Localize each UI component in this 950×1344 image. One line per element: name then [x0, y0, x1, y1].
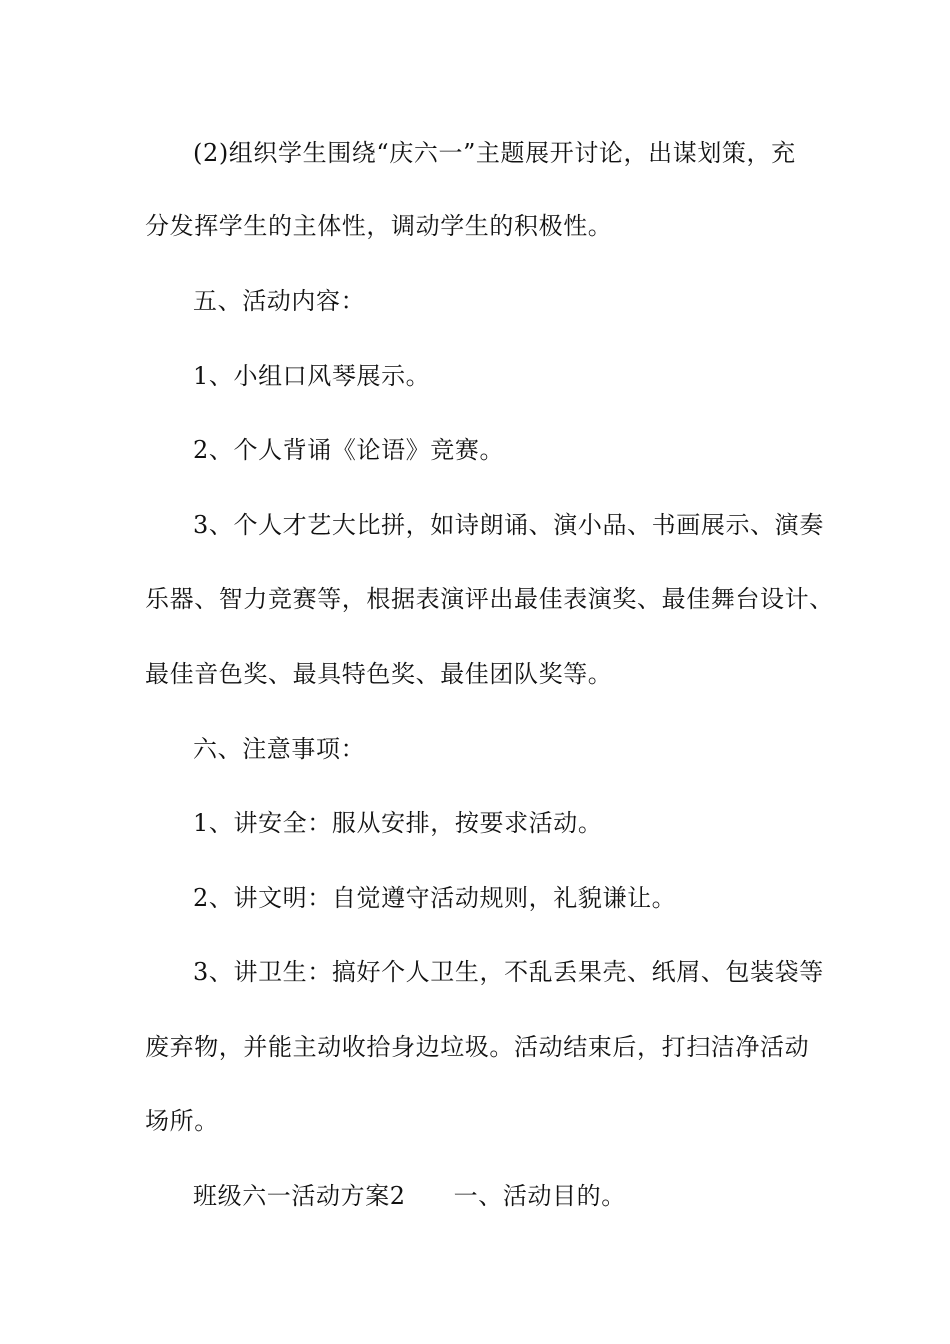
list-item: 2、个人背诵《论语》竞赛。: [193, 436, 505, 464]
paragraph-line: 最佳音色奖、最具特色奖、最佳团队奖等。: [145, 660, 613, 688]
list-item: 1、小组口风琴展示。: [193, 362, 431, 390]
list-item: 1、讲安全：服从安排，按要求活动。: [193, 809, 603, 837]
paragraph-line: 场所。: [145, 1107, 219, 1135]
list-item: 2、讲文明：自觉遵守活动规则，礼貌谦让。: [193, 884, 677, 912]
list-item: 3、个人才艺大比拼，如诗朗诵、演小品、书画展示、演奏: [193, 511, 824, 539]
section-heading: 五、活动内容：: [193, 287, 366, 315]
section-heading: 六、注意事项：: [193, 735, 366, 763]
paragraph-line: 分发挥学生的主体性，调动学生的积极性。: [145, 212, 613, 240]
section-heading: 一、活动目的。: [453, 1182, 626, 1210]
list-item: 3、讲卫生：搞好个人卫生，不乱丢果壳、纸屑、包装袋等: [193, 958, 824, 986]
paragraph-line: (2)组织学生围绕“庆六一”主题展开讨论，出谋划策，充: [193, 139, 796, 167]
document-title: 班级六一活动方案2: [193, 1182, 406, 1210]
paragraph-line: 乐器、智力竞赛等，根据表演评出最佳表演奖、最佳舞台设计、: [145, 585, 834, 613]
document-title-line: [193, 1181, 843, 1211]
paragraph-line: 废弃物，并能主动收拾身边垃圾。活动结束后，打扫洁净活动: [145, 1033, 810, 1061]
